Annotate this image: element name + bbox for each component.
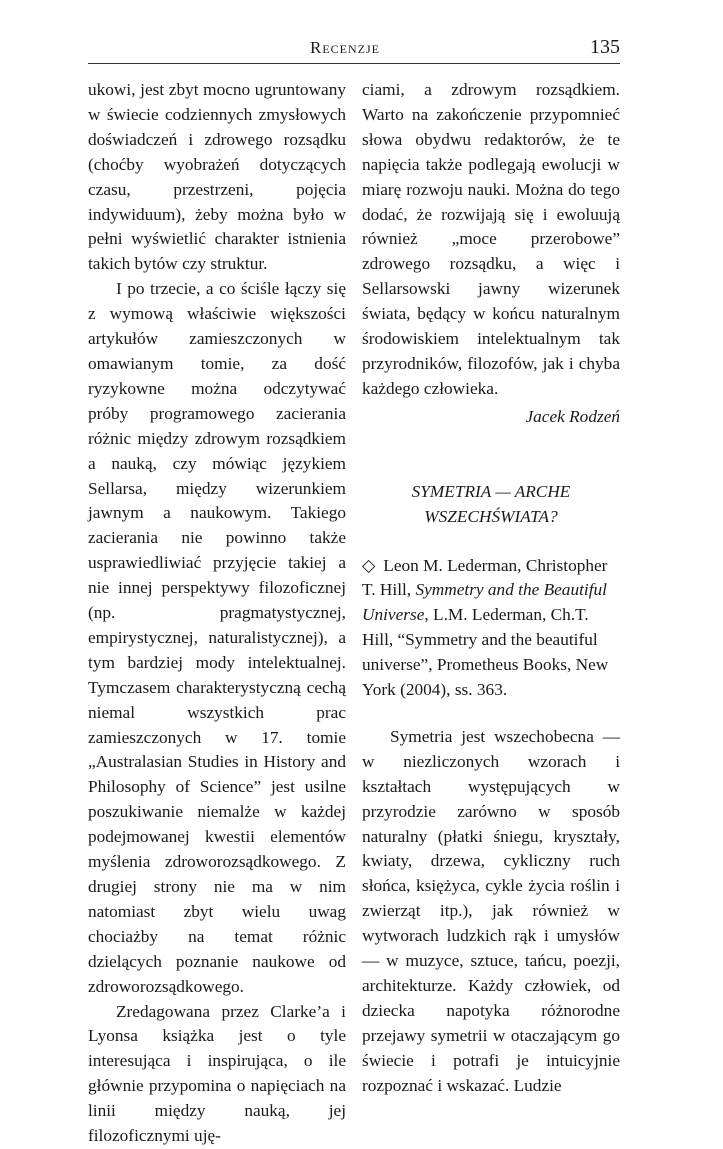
paragraph-continuation: ukowi, jest zbyt mocno ugruntowany w świecie codziennych zmysłowych doświadczeń i zdrowego rozsądku (choćby wyobrażeń dotyczących czasu, przestrzeni, pojęcia indywiduum), żeby można było w pełni wyświetlić charakter istnienia takich bytów czy struktur. [88, 80, 346, 274]
page-header [88, 36, 620, 66]
diamond-icon: ◇ [362, 555, 376, 575]
book-authors: Leon M. Lederman, Christopher T. Hill, [362, 555, 608, 600]
paragraph-conclusion: ciami, a zdrowym rozsądkiem. Warto na zakończenie przypomnieć słowa obydwu redaktorów, że te napięcia także podlegają ewolucji w miarę rozwoju nauki. Można do tego dodać, że rozwijają się i ewoluują również „moce przerobowe” zdrowego rozsądku, a więc i Sellarsowski jawny wizerunek świata, będący w końcu naturalnym środowiskiem intelektualnym tak przyrodników, filozofów, jak i chyba każdego człowieka. [362, 80, 620, 398]
book-details: , L.M. Lederman, Ch.T. Hill, “Symmetry and the beautiful universe”, Prometheus Books, New York (2004), ss. 363. [362, 605, 609, 700]
section-title-line-2: WSZECHŚWIATA? [424, 506, 558, 526]
running-head: Recenzje [310, 38, 380, 57]
bibliographic-entry [362, 554, 620, 703]
section-title-line-1: SYMETRIA — ARCHE [411, 481, 571, 501]
left-column [88, 78, 346, 1149]
header-rule [88, 63, 620, 64]
section-title [362, 480, 620, 530]
paragraph-summary: Zredagowana przez Clarke’a i Lyonsa książka jest o tyle interesująca i inspirująca, o ile głównie przypomina o napięciach na linii między nauką, jej filozoficznymi uję- [88, 1001, 346, 1146]
book-title: Symmetry and the Beautiful Universe [362, 580, 607, 625]
page-number: 135 [590, 36, 620, 58]
review-signature: Jacek Rodzeń [525, 406, 620, 426]
paragraph-third-point: I po trzecie, a co ściśle łączy się z wymową właściwie większości artykułów zamieszczonych w omawianym tomie, za dość ryzykowne można odczytywać próby programowego zacierania różnic między zdrowym rozsądkiem a nauką, czy mówiąc językiem Sellarsa, między wizerunkiem jawnym a naukowym. Takiego zacierania nie powinno także usprawiedliwiać przyjęcie takiej a nie innej perspektywy filozoficznej (np. pragmatystycznej, empirystycznej, naturalistycznej), a tym bardziej mody intelektualnej. Tymczasem charakterystyczną cechą niemal wszystkich prac zamieszczonych w 17. tomie „Australasian Studies in History and Philosophy of Science” jest usilne poszukiwanie niemalże w każdej podejmowanej kwestii elementów myślenia zdroworozsądkowego. Z drugiej strony nie ma w nim natomiast zbyt wielu uwag chociażby na temat różnic dzielących poznanie naukowe od zdroworozsądkowego. [88, 279, 346, 996]
right-column [362, 78, 620, 1099]
paragraph-symmetry: Symetria jest wszechobecna — w niezliczonych wzorach i kształtach występujących w przyrodzie zarówno w sposób naturalny (płatki śniegu, kryształy, kwiaty, drzewa, cykliczny ruch słońca, księżyca, cykle życia roślin i zwierząt itp.), jak również w wytworach ludzkich rąk i umysłów — w muzyce, sztuce, tańcu, poezji, architekturze. Każdy człowiek, od dziecka napotyka różnorodne przejawy symetrii w otaczającym go świecie i potrafi je intuicyjnie rozpoznać i wskazać. Ludzie [362, 726, 620, 1095]
